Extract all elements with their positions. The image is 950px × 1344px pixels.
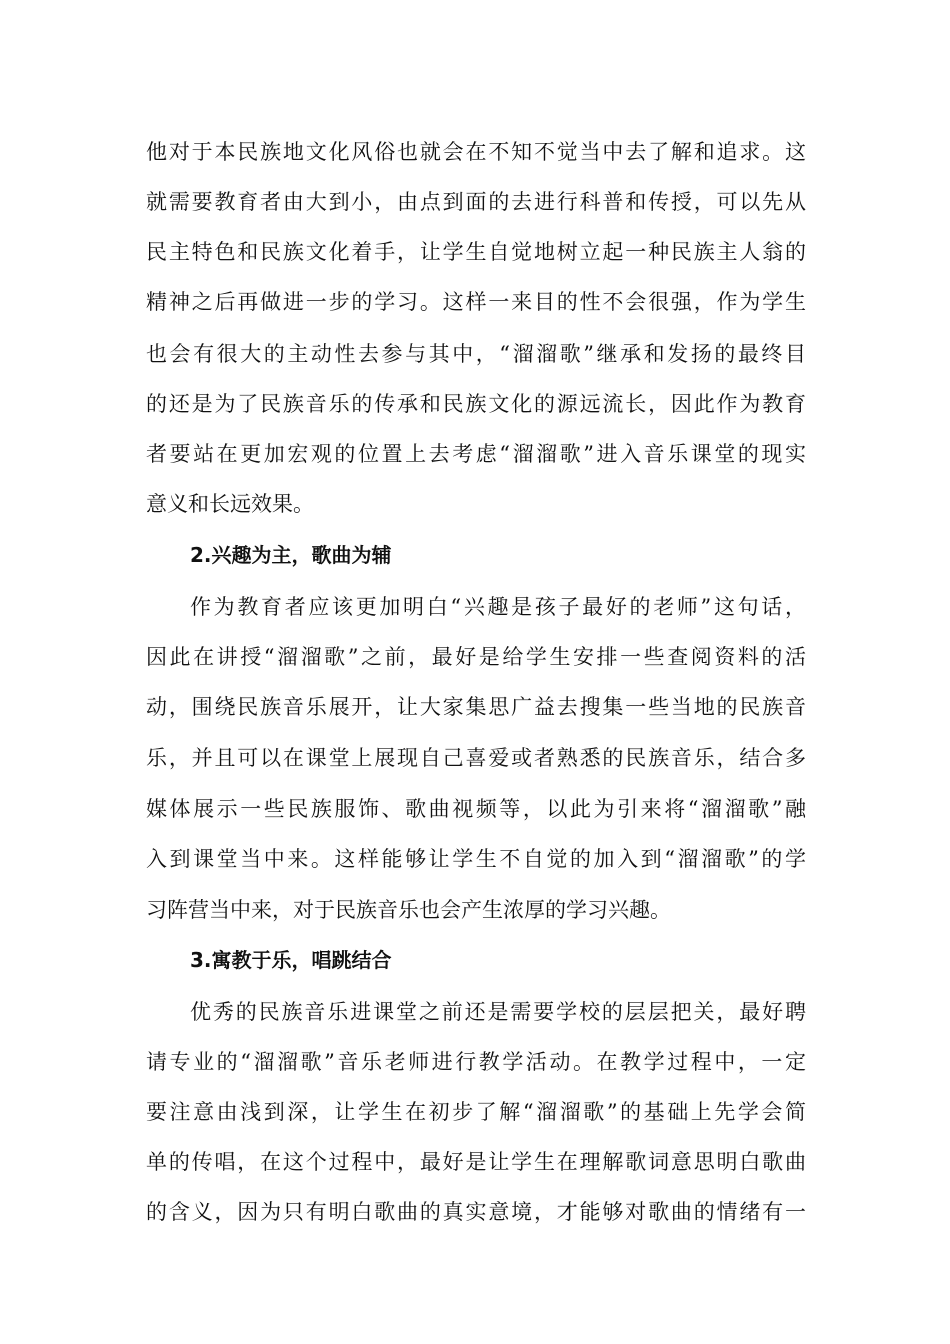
paragraph-1-line-8: 意义和长远效果。	[146, 492, 314, 516]
paragraph-3-line-4: 单的传唱，在这个过程中，最好是让学生在理解歌词意思明白歌曲	[146, 1150, 806, 1174]
paragraph-2-line-6: 入到课堂当中来。这样能够让学生不自觉的加入到“溜溜歌”的学	[146, 847, 806, 871]
paragraph-1-line-4: 精神之后再做进一步的学习。这样一来目的性不会很强，作为学生	[146, 290, 806, 314]
paragraph-1-line-2: 就需要教育者由大到小，由点到面的去进行科普和传授，可以先从	[146, 190, 806, 214]
paragraph-2-line-1: 作为教育者应该更加明白“兴趣是孩子最好的老师”这句话，	[190, 595, 806, 619]
paragraph-3-line-2: 请专业的“溜溜歌”音乐老师进行教学活动。在教学过程中，一定	[146, 1050, 806, 1074]
paragraph-2-line-7: 习阵营当中来，对于民族音乐也会产生浓厚的学习兴趣。	[146, 898, 671, 922]
paragraph-1-line-6: 的还是为了民族音乐的传承和民族文化的源远流长，因此作为教育	[146, 392, 806, 416]
paragraph-2-line-5: 媒体展示一些民族服饰、歌曲视频等，以此为引来将“溜溜歌”融	[146, 797, 806, 821]
paragraph-2-line-4: 乐，并且可以在课堂上展现自己喜爱或者熟悉的民族音乐，结合多	[146, 746, 806, 770]
paragraph-3-line-5: 的含义，因为只有明白歌曲的真实意境，才能够对歌曲的情绪有一	[146, 1200, 806, 1224]
paragraph-3-line-1: 优秀的民族音乐进课堂之前还是需要学校的层层把关，最好聘	[190, 1000, 806, 1024]
section-heading-3: 3.寓教于乐，唱跳结合	[190, 948, 392, 972]
paragraph-2-line-3: 动，围绕民族音乐展开，让大家集思广益去搜集一些当地的民族音	[146, 695, 806, 719]
paragraph-1-line-5: 也会有很大的主动性去参与其中，“溜溜歌”继承和发扬的最终目	[146, 342, 806, 366]
paragraph-2-line-2: 因此在讲授“溜溜歌”之前，最好是给学生安排一些查阅资料的活	[146, 645, 806, 669]
paragraph-3-line-3: 要注意由浅到深，让学生在初步了解“溜溜歌”的基础上先学会简	[146, 1100, 806, 1124]
paragraph-1-line-7: 者要站在更加宏观的位置上去考虑“溜溜歌”进入音乐课堂的现实	[146, 442, 806, 466]
paragraph-1-line-3: 民主特色和民族文化着手，让学生自觉地树立起一种民族主人翁的	[146, 240, 806, 264]
section-heading-2: 2.兴趣为主，歌曲为辅	[190, 543, 392, 567]
paragraph-1-line-1: 他对于本民族地文化风俗也就会在不知不觉当中去了解和追求。这	[146, 140, 806, 164]
